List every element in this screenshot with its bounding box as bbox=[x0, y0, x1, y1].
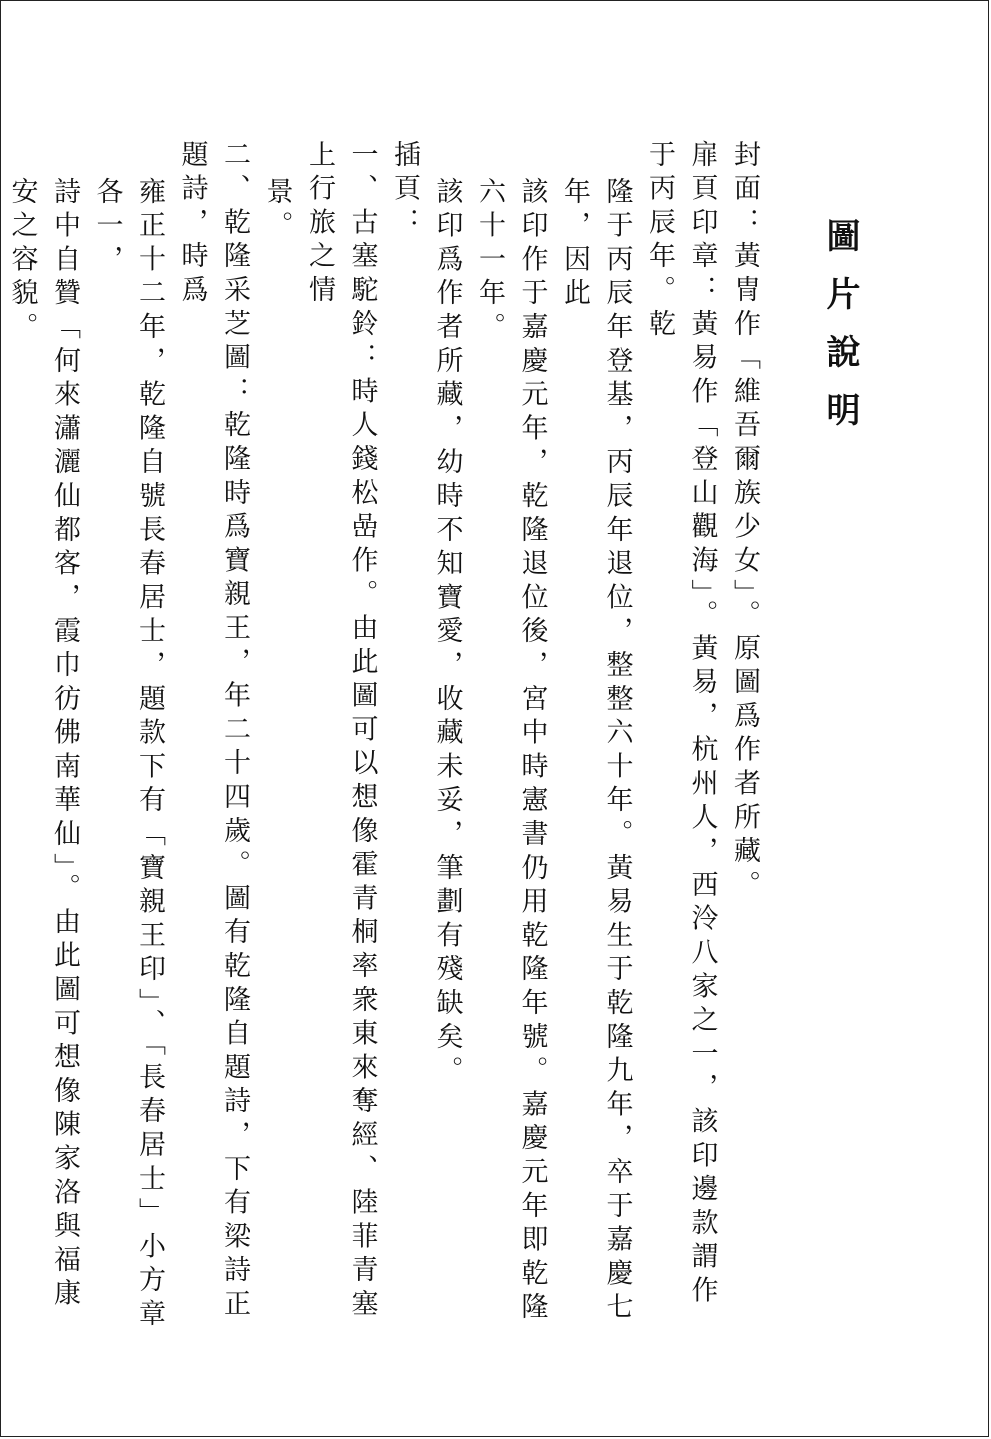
line: 隆于丙辰年登基，丙辰年退位，整整六十年。黃易生于乾隆九年，卒于嘉慶七年，因此 bbox=[559, 177, 633, 1327]
line: 雍正十二年，乾隆自號長春居士，題款下有「寶親王印」、「長春居士」小方章各一， bbox=[91, 177, 165, 1333]
line: 該印作于嘉慶元年，乾隆退位後，宮中時憲書仍用乾隆年號。嘉慶元年即乾隆六十一年。 bbox=[474, 177, 548, 1327]
line: 一、古塞駝鈴：時人錢松嵒作。由此圖可以想像霍青桐率衆東來奪經、陸菲青塞上行旅之情 bbox=[304, 140, 378, 1323]
paragraph-item-2 bbox=[0, 140, 255, 1340]
line: 插頁： bbox=[389, 140, 420, 242]
paragraph-item-1 bbox=[255, 140, 383, 1340]
paragraph-seal bbox=[425, 140, 723, 1340]
caption-text bbox=[6, 140, 765, 1340]
line: 該印爲作者所藏，幼時不知寶愛，收藏未妥，筆劃有殘缺矣。 bbox=[431, 177, 463, 1090]
line: 封面：黃冑作「維吾爾族少女」。原圖爲作者所藏。 bbox=[729, 140, 760, 904]
paragraph-cover bbox=[723, 140, 766, 1340]
line: 二、乾隆采芝圖：乾隆時爲寶親王，年二十四歲。圖有乾隆自題詩，下有梁詩正題詩，時爲 bbox=[176, 140, 250, 1323]
page-title: 圖片說明 bbox=[820, 218, 860, 450]
paragraph-insert-heading bbox=[383, 140, 426, 1340]
line: 景。 bbox=[261, 177, 293, 245]
line: 扉頁印章：黃易作「登山觀海」。黃易，杭州人，西泠八家之一，該印邊款謂作于丙辰年。乾 bbox=[644, 140, 718, 1310]
line: 詩中自贊「何來瀟灑仙都客，霞巾彷佛南華仙」。由此圖可想像陳家洛與福康安之容貌。 bbox=[6, 177, 80, 1313]
